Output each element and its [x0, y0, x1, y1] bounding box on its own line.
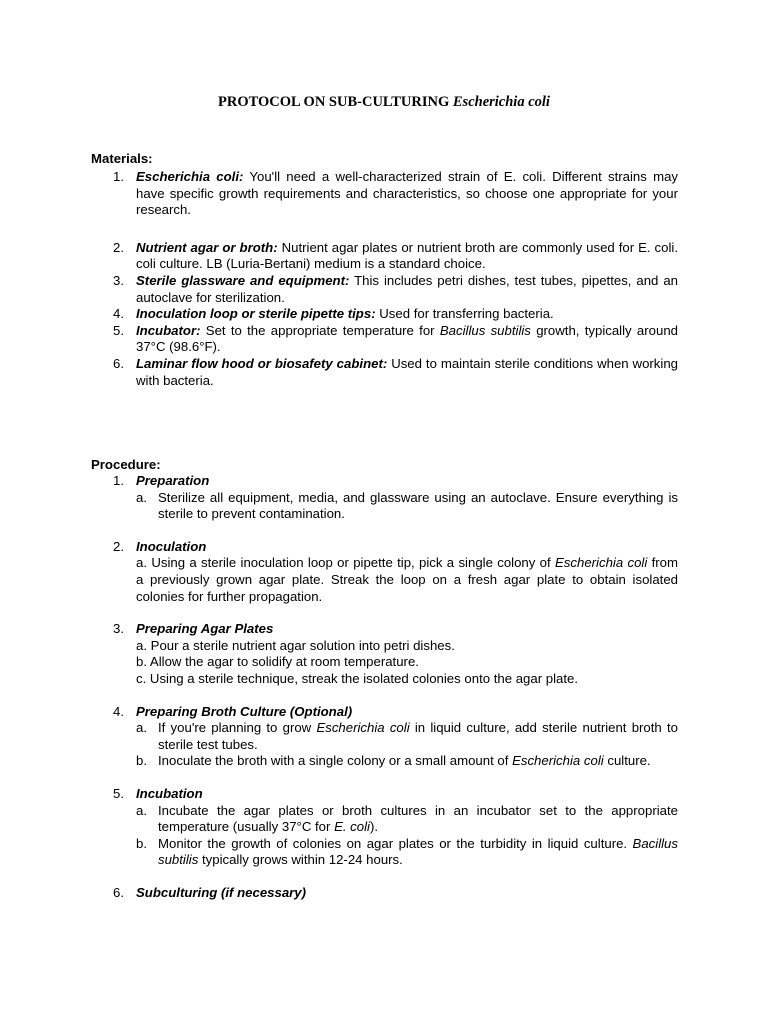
item-number: 2.: [113, 239, 124, 255]
step-title: Preparing Agar Plates: [136, 621, 274, 637]
step-number: 1.: [113, 473, 124, 488]
step-text: [91, 555, 678, 605]
list-item: [91, 273, 678, 306]
step-preparing-broth-culture: [91, 704, 678, 721]
item-number: 3.: [113, 272, 124, 288]
sub-text-italic: Escherichia coli: [316, 720, 410, 736]
sub-item: [91, 836, 678, 869]
item-text: You'll need a well-characterized strain of E. coli. Different strains may have specific growth requirements and characteristics, so choose one appropriate for your research.: [136, 169, 679, 218]
item-term: Nutrient agar or broth:: [136, 239, 278, 255]
step-incubation: [91, 786, 678, 803]
item-text-italic: Bacillus subtilis: [439, 322, 531, 338]
sub-item: [91, 803, 678, 836]
item-text: Used to maintain sterile conditions when working with bacteria.: [136, 355, 678, 388]
procedure-heading: Procedure:: [91, 457, 161, 472]
sub-letter: a.: [136, 802, 147, 818]
page-title: [0, 94, 768, 111]
step-title: Inoculation: [136, 538, 207, 554]
list-item: [91, 306, 678, 323]
sub-text-italic: Bacillus subtilis: [158, 835, 678, 868]
step-line: c. Using a sterile technique, streak the isolated colonies onto the agar plate.: [136, 670, 579, 686]
step-preparation: [91, 473, 678, 490]
step-number: 3.: [113, 621, 124, 637]
item-term: Escherichia coli:: [136, 169, 244, 184]
sub-letter: a.: [136, 720, 147, 736]
materials-list: [91, 169, 678, 389]
sub-letter: a.: [136, 489, 147, 505]
sub-text: typically grows within 12-24 hours.: [198, 852, 403, 868]
step-title: Preparation: [136, 473, 210, 488]
list-item: [91, 240, 678, 273]
step-number: 5.: [113, 785, 124, 801]
sub-text-italic: E. coli: [334, 819, 370, 835]
title-organism: Escherichia coli: [452, 94, 550, 110]
sub-text: Monitor the growth of colonies on agar plates or the turbidity in liquid culture.: [158, 835, 633, 851]
sub-item: [91, 720, 678, 753]
step-number: 4.: [113, 703, 124, 719]
procedure-list: [91, 473, 678, 901]
step-preparing-agar-plates: [91, 621, 678, 638]
sub-text: Sterilize all equipment, media, and glassware using an autoclave. Ensure everything is sterile to prevent contamination.: [158, 489, 678, 522]
sub-text: a. Using a sterile inoculation loop or pipette tip, pick a single colony of: [136, 555, 556, 571]
step-title: Preparing Broth Culture (Optional): [136, 703, 353, 719]
sub-letter: b.: [136, 835, 147, 851]
sub-text-italic: Escherichia coli: [555, 555, 648, 571]
title-main: PROTOCOL ON SUB-CULTURING: [218, 94, 450, 110]
item-text: Nutrient agar plates or nutrient broth are commonly used for E. coli. coli culture. LB (Luria-Bertani) medium is a standard choice.: [136, 239, 678, 272]
item-text: Used for transferring bacteria.: [375, 306, 554, 322]
list-item: [91, 169, 678, 219]
item-term: Laminar flow hood or biosafety cabinet:: [136, 355, 388, 371]
item-text: Set to the appropriate temperature for: [200, 322, 440, 338]
sub-text: from a previously grown agar plate. Streak the loop on a fresh agar plate to obtain isolated colonies for further propagation.: [136, 555, 678, 604]
list-item: [91, 356, 678, 389]
item-number: 4.: [113, 306, 124, 322]
item-term: Sterile glassware and equipment:: [136, 272, 350, 288]
item-term: Incubator:: [136, 322, 201, 338]
list-item: [91, 323, 678, 356]
step-number: 2.: [113, 538, 124, 554]
sub-text: Inoculate the broth with a single colony or a small amount of: [158, 753, 513, 769]
sub-item: [91, 490, 678, 523]
step-title: Incubation: [136, 785, 203, 801]
sub-text: in liquid culture, add sterile nutrient broth to sterile test tubes.: [158, 720, 678, 752]
step-line: a. Pour a sterile nutrient agar solution into petri dishes.: [136, 637, 455, 653]
sub-item: [91, 753, 678, 770]
materials-heading: Materials:: [91, 151, 153, 166]
step-line: b. Allow the agar to solidify at room temperature.: [136, 654, 419, 670]
item-term: Inoculation loop or sterile pipette tips:: [136, 306, 376, 322]
step-title: Subculturing (if necessary): [136, 884, 307, 900]
sub-letter: b.: [136, 753, 147, 769]
item-number: 6.: [113, 355, 124, 371]
item-number: 1.: [113, 169, 124, 184]
item-number: 5.: [113, 322, 124, 338]
item-text: This includes petri dishes, test tubes, pipettes, and an autoclave for sterilization.: [136, 272, 678, 305]
step-subculturing: [91, 885, 678, 902]
step-inoculation: [91, 539, 678, 556]
sub-text: Incubate the agar plates or broth cultures in an incubator set to the appropriate temperature (usually 37°C for: [158, 802, 678, 835]
item-text: growth, typically around 37°C (98.6°F).: [136, 322, 678, 355]
step-number: 6.: [113, 884, 124, 900]
sub-text: If you're planning to grow: [158, 720, 317, 736]
sub-text-italic: Escherichia coli: [512, 753, 604, 769]
sub-text: ).: [369, 819, 379, 835]
sub-text: culture.: [603, 753, 651, 769]
